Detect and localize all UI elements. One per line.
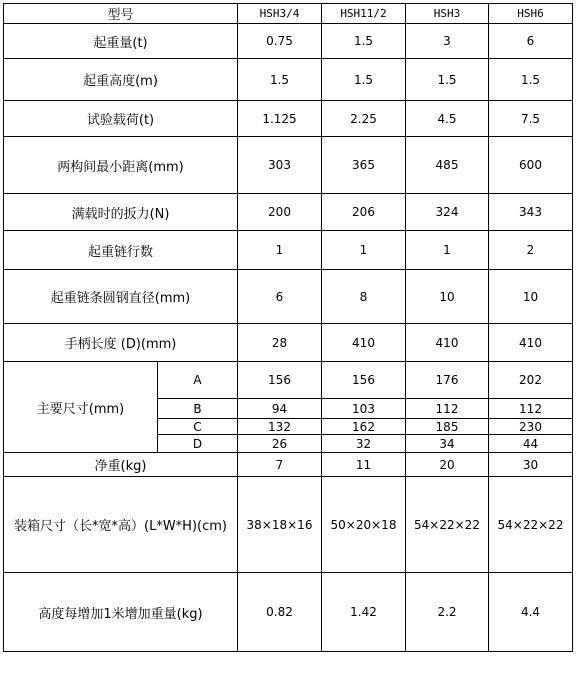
spec-value: 2.25 <box>322 101 406 137</box>
spec-value: 200 <box>238 194 322 231</box>
spec-value: 156 <box>322 362 406 399</box>
spec-row <box>4 24 573 59</box>
packing-value: 50×20×18 <box>322 477 406 573</box>
spec-value: 3 <box>406 24 489 59</box>
spec-value: 28 <box>238 324 322 362</box>
spec-row <box>4 137 573 194</box>
spec-table <box>3 3 573 652</box>
spec-value: 156 <box>238 362 322 399</box>
main-dims-sub-label: B <box>158 399 238 419</box>
spec-value: 365 <box>322 137 406 194</box>
spec-value: 1 <box>406 231 489 270</box>
spec-label: 手柄长度 (D)(mm) <box>4 324 238 362</box>
spec-label: 两构间最小距离(mm) <box>4 137 238 194</box>
spec-row <box>4 324 573 362</box>
main-dims-sub-label: A <box>158 362 238 399</box>
spec-value: 112 <box>406 399 489 419</box>
packing-value: 54×22×22 <box>406 477 489 573</box>
spec-value: 0.82 <box>238 573 322 652</box>
spec-value: 1 <box>322 231 406 270</box>
spec-label: 试验载荷(t) <box>4 101 238 137</box>
spec-value: 34 <box>406 435 489 453</box>
spec-value: 1.5 <box>406 59 489 101</box>
spec-value: 7.5 <box>489 101 573 137</box>
spec-value: 26 <box>238 435 322 453</box>
spec-row <box>4 270 573 324</box>
extra-weight-row <box>4 573 573 652</box>
spec-value: 6 <box>489 24 573 59</box>
header-label: 型号 <box>4 4 238 24</box>
spec-value: 1.42 <box>322 573 406 652</box>
spec-value: 162 <box>322 419 406 435</box>
model-header-cell: HSH3 <box>406 4 489 24</box>
spec-value: 1.5 <box>322 24 406 59</box>
spec-value: 103 <box>322 399 406 419</box>
spec-value: 2 <box>489 231 573 270</box>
spec-label: 起重高度(m) <box>4 59 238 101</box>
spec-value: 1.5 <box>238 59 322 101</box>
spec-value: 176 <box>406 362 489 399</box>
spec-label: 起重链条圆钢直径(mm) <box>4 270 238 324</box>
spec-value: 410 <box>322 324 406 362</box>
spec-row <box>4 101 573 137</box>
main-dims-row <box>4 362 573 399</box>
spec-value: 202 <box>489 362 573 399</box>
spec-value: 20 <box>406 453 489 477</box>
spec-value: 230 <box>489 419 573 435</box>
spec-value: 7 <box>238 453 322 477</box>
spec-row <box>4 59 573 101</box>
packing-value: 54×22×22 <box>489 477 573 573</box>
spec-value: 10 <box>406 270 489 324</box>
spec-value: 1.5 <box>489 59 573 101</box>
spec-row <box>4 231 573 270</box>
spec-value: 1 <box>238 231 322 270</box>
spec-value: 0.75 <box>238 24 322 59</box>
spec-value: 206 <box>322 194 406 231</box>
spec-value: 4.4 <box>489 573 573 652</box>
spec-value: 485 <box>406 137 489 194</box>
spec-value: 4.5 <box>406 101 489 137</box>
spec-value: 94 <box>238 399 322 419</box>
packing-row <box>4 477 573 573</box>
model-header-cell: HSH6 <box>489 4 573 24</box>
spec-label: 满载时的扳力(N) <box>4 194 238 231</box>
model-header-cell: HSH11/2 <box>322 4 406 24</box>
spec-value: 32 <box>322 435 406 453</box>
net-weight-label: 净重(kg) <box>4 453 238 477</box>
packing-label: 装箱尺寸（长*宽*高）(L*W*H)(cm) <box>4 477 238 573</box>
spec-value: 410 <box>489 324 573 362</box>
spec-value: 410 <box>406 324 489 362</box>
extra-weight-label: 高度每增加1米增加重量(kg) <box>4 573 238 652</box>
spec-label: 起重链行数 <box>4 231 238 270</box>
main-dims-label: 主要尺寸(mm) <box>4 362 158 453</box>
spec-value: 11 <box>322 453 406 477</box>
model-header-cell: HSH3/4 <box>238 4 322 24</box>
spec-value: 2.2 <box>406 573 489 652</box>
spec-value: 324 <box>406 194 489 231</box>
spec-value: 44 <box>489 435 573 453</box>
main-dims-sub-label: C <box>158 419 238 435</box>
spec-value: 1.125 <box>238 101 322 137</box>
spec-value: 112 <box>489 399 573 419</box>
spec-value: 343 <box>489 194 573 231</box>
main-dims-sub-label: D <box>158 435 238 453</box>
spec-value: 600 <box>489 137 573 194</box>
spec-label: 起重量(t) <box>4 24 238 59</box>
spec-value: 10 <box>489 270 573 324</box>
spec-value: 30 <box>489 453 573 477</box>
spec-value: 6 <box>238 270 322 324</box>
header-row <box>4 4 573 24</box>
spec-value: 303 <box>238 137 322 194</box>
packing-value: 38×18×16 <box>238 477 322 573</box>
spec-value: 185 <box>406 419 489 435</box>
spec-row <box>4 194 573 231</box>
net-weight-row <box>4 453 573 477</box>
spec-value: 8 <box>322 270 406 324</box>
spec-value: 1.5 <box>322 59 406 101</box>
spec-value: 132 <box>238 419 322 435</box>
